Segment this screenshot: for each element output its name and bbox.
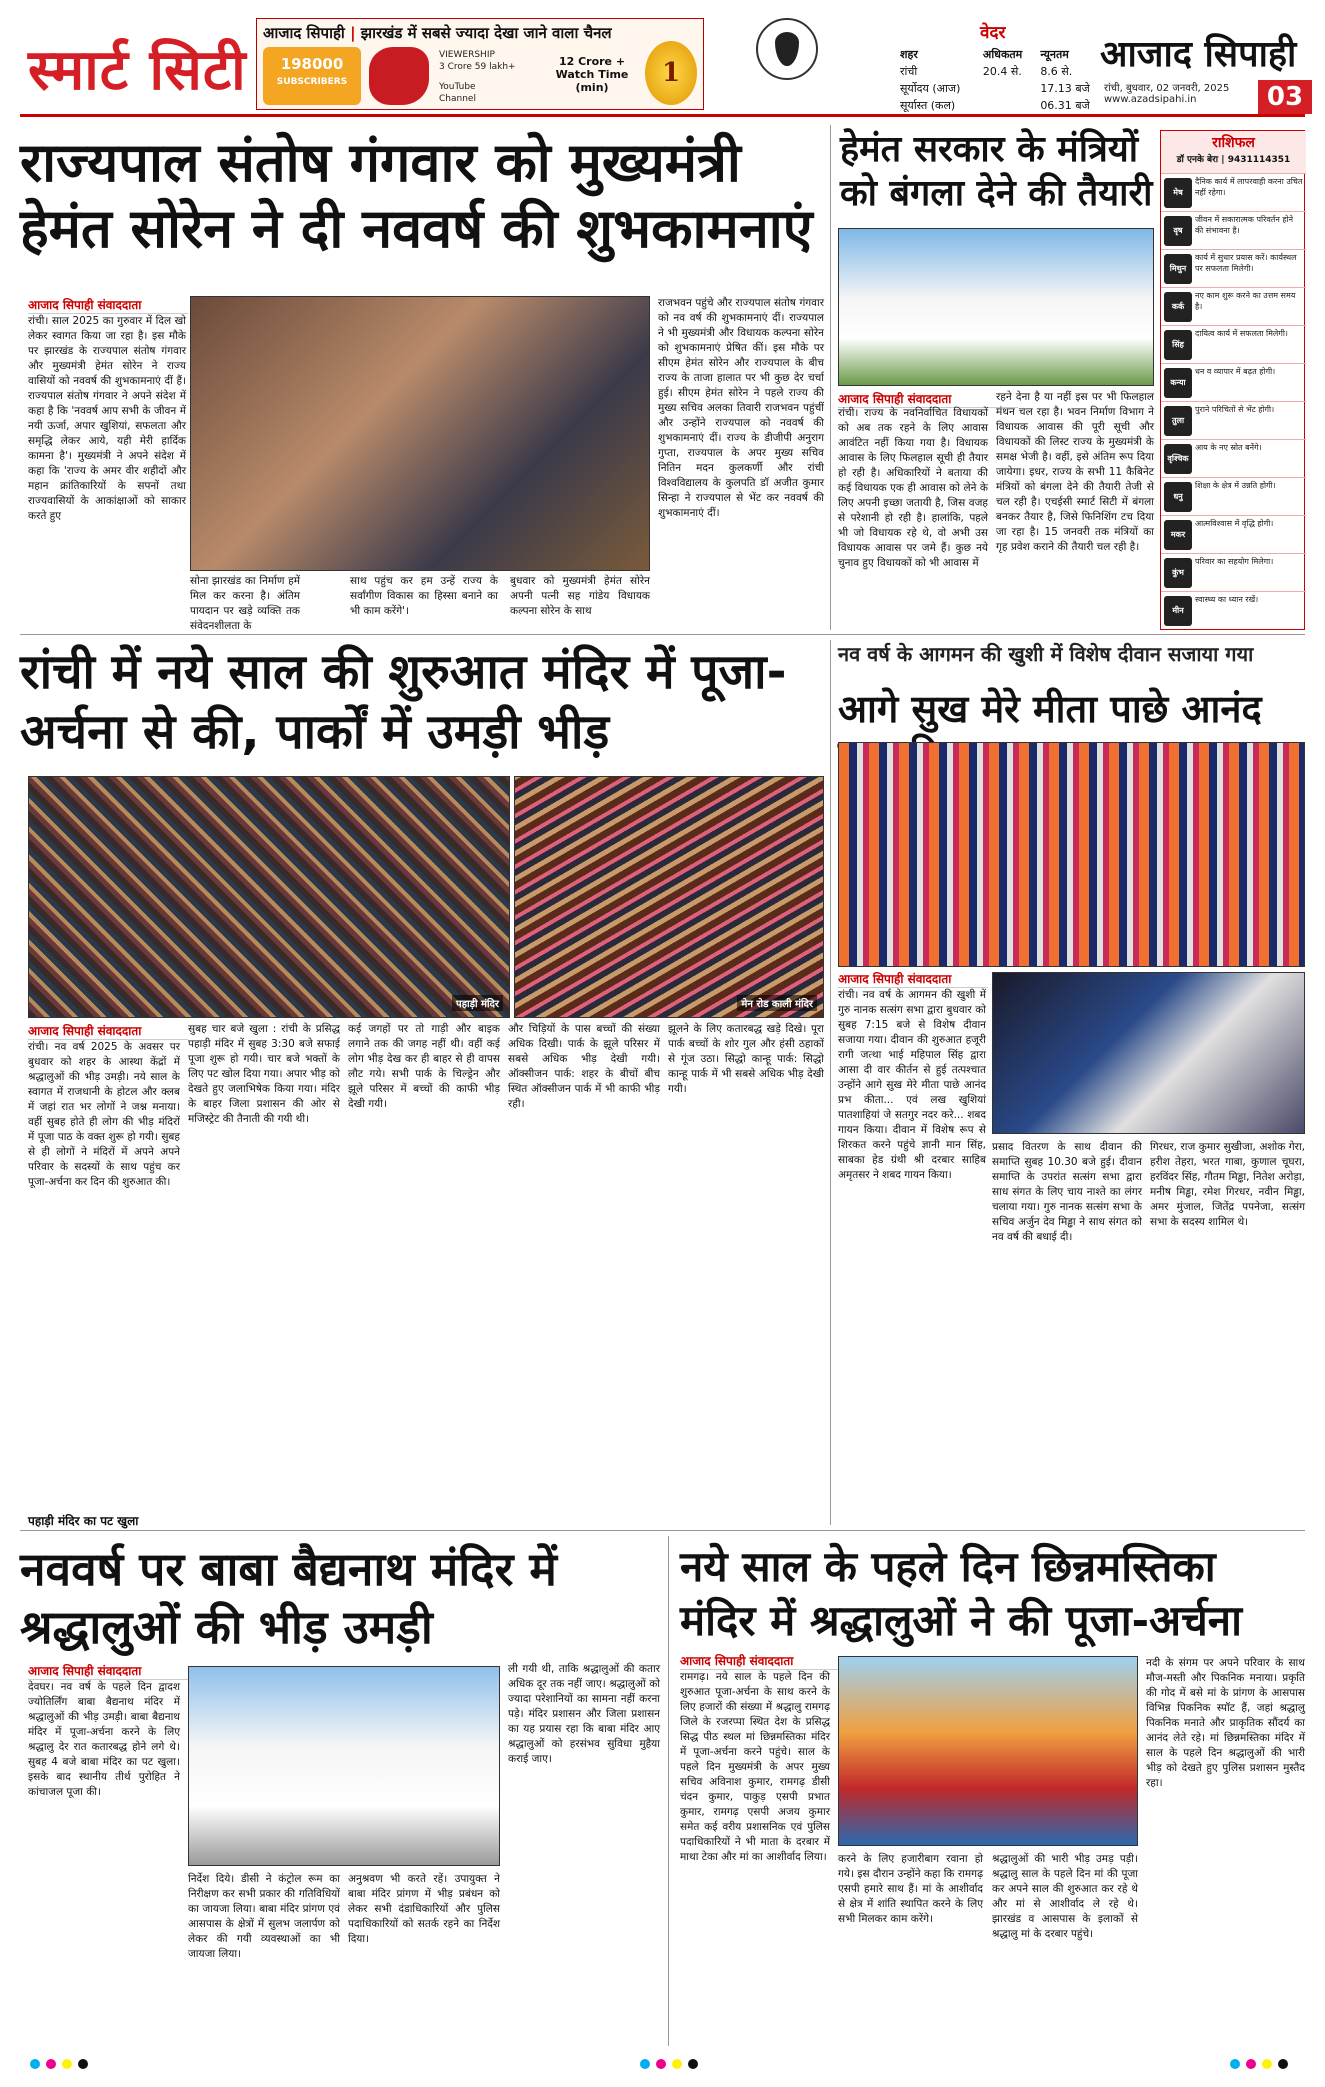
aries-icon: मेष: [1164, 178, 1192, 208]
story3-headline[interactable]: रांची में नये साल की शुरुआत मंदिर में पूजा-अर्चना से की, पार्कों में उमड़ी भीड़: [20, 644, 787, 760]
story2-headline[interactable]: हेमंत सरकार के मंत्रियों को बंगला देने की तैयारी: [840, 129, 1153, 214]
story4-credit: आजाद सिपाही संवाददाता: [838, 970, 988, 988]
horoscope-row: कर्क नए काम शुरू करने का उत्तम समय है।: [1161, 287, 1306, 326]
story5-credit: आजाद सिपाही संवाददाता: [28, 1662, 188, 1680]
story1-column-1: रांची। साल 2025 का गुरुवार में दिल खो लेकर स्वागत किया जा रहा है। इस मौके पर झारखंड के राज्यपाल संतोष गंगवार और मुख्यमंत्री हेमंत सोरेन ने राज्य वासियों को नववर्ष की शुभकामनाएं दीं हैं। राज्यपाल संतोष गंगवार ने अपने संदेश में कहा है कि 'नववर्ष आप सभी के जीवन में नयी ऊर्जा, अपार खुशियां, सफलता और समृद्धि लेकर आये, यही मेरी हार्दिक कामना है'। मुख्यमंत्री ने अपने संदेश में कहा कि 'राज्य के अमर वीर शहीदों और महान क्रांतिकारियों के सपनों तथा राज्यवासियों के आकांक्षाओं को साकार करते हुए: [28, 315, 186, 522]
chhinnamastika-temple-photo: [838, 1656, 1138, 1846]
horoscope-row: वृश्चिक आय के नए स्रोत बनेंगे।: [1161, 439, 1306, 478]
horoscope-title: राशिफल: [1212, 135, 1255, 151]
story1-credit: आजाद सिपाही संवाददाता: [28, 296, 188, 314]
column-divider: [830, 125, 831, 630]
gurdwara-diwan-photo: [838, 742, 1305, 967]
photo-label: पहाड़ी मंदिर: [452, 995, 503, 1011]
horoscope-row: धनु शिक्षा के क्षेत्र में उन्नति होगी।: [1161, 477, 1306, 516]
story3-column-5: झूलने के लिए कतारबद्ध खड़े दिखे। पूरा पार्क बच्चों के शोर गुल और हंसी ठहाकों से गूंज उठा। सिद्धो कान्हू पार्क: सिद्धो कान्हू पार्क में भी सबसे अधिक भीड़ देखी गयी।: [668, 1023, 824, 1095]
libra-icon: तुला: [1164, 406, 1192, 436]
story6-column-1: रामगढ़। नये साल के पहले दिन की शुरुआत पूजा-अर्चना के साथ करने के लिए हजारों की संख्या में श्रद्धालु रामगढ़ जिले के रजरप्पा स्थित देश के प्रसिद्ध सिद्ध पीठ स्थल मां छिन्नमस्तिका मंदिर में पूजा-अर्चना करने पहुंचे। साल के पहले दिन मुख्यमंत्री के अपर मुख्य सचिव अविनाश कुमार, रामगढ़ डीसी चंदन कुमार, पाकुड़ एसपी प्रभात कुमार, रामगढ़ एसपी अजय कुमार समेत कई वरीय प्रशासनिक एवं पुलिस पदाधिकारियों ने भी माता के दरबार में माथा टेका और मां का आशीर्वाद लिया।: [680, 1671, 830, 1863]
story5-column-4: ली गयी थी, ताकि श्रद्धालुओं की कतार अधिक दूर तक नहीं जाए। श्रद्धालुओं को ज्यादा परेशानियों का सामना नहीं करना पड़े। मंदिर प्रशासन और जिला प्रशासन का यह प्रयास रहा कि बाबा मंदिर आए श्रद्धालुओं को हरसंभव सुविधा मुहैया कराई जाए।: [508, 1663, 660, 1765]
weather-max: 20.4 से.: [982, 65, 1022, 78]
story3-column-2: सुबह चार बजे खुला : रांची के प्रसिद्ध पहाड़ी मंदिर में सुबह 3:30 बजे सफाई पूजा शुरू हो गयी। चार बजे भक्तों के लिए पट खोल दिया गया। अपार भीड़ को देखते हुए जलाभिषेक किया गया। मंदिर के बाहर जिला प्रशासन की ओर से मजिस्ट्रेट की तैनाती की गयी थी।: [188, 1023, 340, 1125]
horoscope-astrologer: डॉ एनके बेरा | 9431114351: [1176, 155, 1291, 165]
leo-icon: सिंह: [1164, 330, 1192, 360]
horoscope-row: कुंभ परिवार का सहयोग मिलेगा।: [1161, 553, 1306, 592]
story4-column-3: गिरधर, राज कुमार सुखीजा, अशोक गेरा, हरीश तेहरा, भरत गाबा, कुणाल चूघरा, हरविंदर सिंह, गौतम मिड्ढा, नितेश अरोड़ा, मनीष मिड्ढा, रमेश गिरधर, नवीन मिड्ढा, अमर मुंजाल, जितेंद्र पपनेजा, सत्संग सभा के सदस्य शामिल थे।: [1150, 1141, 1305, 1228]
story5-column-2: निर्देश दिये। डीसी ने कंट्रोल रूम का निरीक्षण कर सभी प्रकार की गतिविधियों का जायजा लिया। बाबा मंदिर प्रांगण एवं आसपास के क्षेत्रों में सुलभ जलार्पण को लेकर की गयी व्यवस्थाओं का भी जायजा लिया।: [188, 1873, 340, 1960]
weather-title: वेदर: [980, 23, 1006, 43]
weather-header-max: अधिकतम: [982, 48, 1023, 61]
story6-column-2: करने के लिए हजारीबाग रवाना हो गये। इस दौरान उन्होंने कहा कि रामगढ़ एसपी हमारे साथ हैं। मां के आशीर्वाद से क्षेत्र में शांति स्थापित करने के लिए सभी मिलकर काम करेंगे।: [838, 1853, 983, 1925]
cancer-icon: कर्क: [1164, 292, 1192, 322]
story2-credit: आजाद सिपाही संवाददाता: [838, 390, 1018, 408]
photo-label: मेन रोड काली मंदिर: [737, 995, 817, 1011]
story5-column-1: देवघर। नव वर्ष के पहले दिन द्वादश ज्योतिर्लिंग बाबा बैद्यनाथ मंदिर में श्रद्धालुओं की भीड़ उमड़ी। बाबा बैद्यनाथ मंदिर में पूजा-अर्चना करने के लिए श्रद्धालु देर रात कतारबद्ध होने लगे थे। सुबह 4 बजे बाबा मंदिर का पट खुला। इसके बाद स्थानीय तीर्थ पुरोहित ने कांचाजल पूजा की।: [28, 1681, 180, 1798]
kirtan-singers-photo: [992, 972, 1305, 1134]
weather-table: [896, 46, 1106, 114]
column-divider: [668, 1536, 669, 2046]
story3-column-4: और चिड़ियों के पास बच्चों की संख्या अधिक दिखी। पार्क के झूले परिसर में सबसे अधिक भीड़ देखी गयी। ऑक्सीजन पार्क: शहर के बीचों बीच स्थित ऑक्सीजन पार्क में भी काफी भीड़ रही।: [508, 1023, 660, 1110]
pen-nib-logo-icon: [756, 18, 818, 80]
story1-headline[interactable]: राज्यपाल संतोष गंगवार को मुख्यमंत्री हेमंत सोरेन ने दी नववर्ष की शुभकामनाएं: [20, 131, 813, 260]
story6-column-3: श्रद्धालुओं की भारी भीड़ उमड़ पड़ी। श्रद्धालु साल के पहले दिन मां की पूजा कर अपने साल की शुरुआत कर रहे थे और मां से आशीर्वाद ले रहे थे। झारखंड व आसपास के इलाकों से श्रद्धालु मां के दरबार पहुंचे।: [992, 1853, 1138, 1940]
horoscope-row: मीन स्वास्थ्य का ध्यान रखें।: [1161, 591, 1306, 630]
section-brand: स्मार्ट सिटी: [28, 38, 247, 103]
governor-cm-photo: [190, 296, 650, 571]
weather-header-city: शहर: [900, 48, 918, 61]
story6-headline[interactable]: नये साल के पहले दिन छिन्नमस्तिका मंदिर में श्रद्धालुओं ने की पूजा-अर्चना: [680, 1542, 1242, 1645]
story2-column-2: रहने देना है या नहीं इस पर भी फिलहाल मंथन चल रहा है। भवन निर्माण विभाग ने विधायक आवास की पूरी सूची और विधायकों की लिस्ट राज्य के मुख्यमंत्री के समक्ष भेजी है। वहीं, इसे अंतिम रूप दिया जायेगा। इधर, राज्य के सभी 11 कैबिनेट मंत्रियों को बंगला देने की तैयारी तेजी से चल रही है। एचईसी स्मार्ट सिटी में बंगला बनकर तैयार है, जिसे फिनिशिंग टच दिया जा रहा है। 15 जनवरी तक मंत्रियों का गृह प्रवेश कराने की तैयारी चल रही है।: [996, 391, 1154, 553]
print-registration-marks: [20, 2055, 1305, 2073]
story1-column-3: साथ पहुंच कर हम उन्हें राज्य के सर्वांगीण विकास का हिस्सा बनाने का भी काम करेंगे'।: [350, 575, 498, 617]
weather-header-min: न्यूनतम: [1040, 48, 1069, 61]
weather-sunrise: 17.13 बजे: [1040, 82, 1090, 95]
scorpio-icon: वृश्चिक: [1164, 444, 1192, 474]
sagittarius-icon: धनु: [1164, 482, 1192, 512]
story5-column-3: अनुश्रवण भी करते रहें। उपायुक्त ने बाबा मंदिर प्रांगण में भीड़ प्रबंधन को लेकर सभी दंडाधिकारियों और पुलिस पदाधिकारियों को सतर्क रहने का निर्देश दिया।: [348, 1873, 500, 1945]
story6-credit: आजाद सिपाही संवाददाता: [680, 1652, 840, 1670]
story3-column-1: रांची। नव वर्ष 2025 के अवसर पर बुधवार को शहर के आस्था केंद्रों में श्रद्धालुओं की भीड़ उमड़ी। नये साल के स्वागत में राजधानी के होटल और क्लब में जहां रात भर लोगों ने जश्न मनाया। वहीं सुबह होते ही लोग की भीड़ मंदिरों में पूजा पाठ के वक्त शुरू हो गयी। सुबह से ही लोगों ने मंदिरों में अपने अपने परिवार के सदस्यों के साथ पहुंच कर पूजा-अर्चना कर दिन की शुरुआत की।: [28, 1041, 180, 1188]
ad-youtube: YouTube Channel: [439, 82, 476, 104]
story6-column-4: नदी के संगम पर अपने परिवार के साथ मौज-मस्ती और पिकनिक मनाया। प्रकृति की गोद में बसे मां के प्रांगण के आसपास विभिन्न पिकनिक स्पॉट हैं, जहां श्रद्धालु पिकनिक मनाते और प्राकृतिक सौंदर्य का आनंद लेते रहे। मां छिन्नमस्तिका मंदिर में साल के पहले दिन श्रद्धालुओं की भारी भीड़ को देखते हुए पुलिस प्रशासन मुस्तैद रहा।: [1146, 1657, 1305, 1789]
story4-subheadline: नव वर्ष के आगमन की खुशी में विशेष दीवान सजाया गया: [838, 642, 1254, 666]
horoscope-row: वृष जीवन में सकारात्मक परिवर्तन होने की संभावना है।: [1161, 211, 1306, 250]
weather-sunrise-label: सूर्योदय (आज): [900, 82, 961, 95]
story1-column-4: बुधवार को मुख्यमंत्री हेमंत सोरेन अपनी पत्नी सह गांडेय विधायक कल्पना सोरेन के साथ: [510, 575, 650, 617]
jharkhand-map-icon: [369, 47, 429, 105]
story4-column-2: प्रसाद वितरण के साथ दीवान की समाप्ति सुबह 10.30 बजे हुई। दीवान समाप्ति के उपरांत सत्संग सभा द्वारा साध संगत के लिए चाय नाश्ते का लंगर चलाया गया। गुरु नानक सत्संग सभा के सचिव अर्जुन देव मिड्ढा ने साध संगत को नव वर्ष की बधाई दी।: [992, 1141, 1142, 1243]
issue-meta: रांची, बुधवार, 02 जनवरी, 2025 www.azadsipahi.in: [1104, 80, 1274, 105]
gemini-icon: मिथुन: [1164, 254, 1192, 284]
story4-column-1: रांची। नव वर्ष के आगमन की खुशी में गुरु नानक सत्संग सभा द्वारा बुधवार को सुबह 7:15 बजे से विशेष दीवान सजाया गया। दीवान की शुरुआत हजूरी रागी जत्था भाई महिपाल सिंह द्वारा आसा दी वार कीर्तन से हुई तत्पश्चात उन्होंने आगे सुख मेरे मीता पाछे आनंद प्रभ कीता... एवं लख खुशियां पातशाहियां जे सतगुर नदर करे... शबद गायन किया। दीवान में विशेष रूप से शिरकत करने पहुंचे ज्ञानी मान सिंह, साबका हेड ग्रंथी श्री दरबार साहिब अमृतसर ने शबद गायन किया।: [838, 989, 986, 1181]
weather-sunset: 06.31 बजे: [1040, 99, 1090, 112]
horoscope-row: मिथुन कार्य में सुधार प्रयास करें। कार्यस्थल पर सफलता मिलेगी।: [1161, 249, 1306, 288]
section-divider: [20, 1530, 1305, 1531]
number-one-badge-icon: 1: [645, 41, 697, 105]
horoscope-row: सिंह दायित्व कार्य में सफलता मिलेगी।: [1161, 325, 1306, 364]
story3-credit: आजाद सिपाही संवाददाता: [28, 1022, 188, 1040]
column-divider: [830, 640, 831, 1525]
newspaper-name: आजाद सिपाही: [1100, 34, 1297, 75]
section-divider: [20, 634, 1305, 635]
story4-headline[interactable]: आगे सुख मेरे मीता पाछे आनंद: [838, 687, 1262, 731]
virgo-icon: कन्या: [1164, 368, 1192, 398]
story2-column-1: रांची। राज्य के नवनिर्वाचित विधायकों को अब तक रहने के लिए आवास आवंटित नहीं किया गया है। विधायक आवास के लिए फिलहाल सूची ही तैयार हो रही है। अधिकारियों ने बताया की कई विधायक एक ही आवास को लेने के लिए अपनी इच्छा जतायी है, जिस वजह से परेशानी हो रही है। हालांकि, पहले भी जो विधायक रहे थे, वो अभी उस विधायक आवास पर जमे हैं। कुछ नये चुनाव हुए विधायकों को भी आवास में: [838, 407, 988, 569]
story5-headline[interactable]: नववर्ष पर बाबा बैद्यनाथ मंदिर में श्रद्धालुओं की भीड़ उमड़ी: [20, 1542, 557, 1654]
story3-subhead: पहाड़ी मंदिर का पट खुला: [28, 1514, 139, 1528]
story3-column-3: कई जगहों पर तो गाड़ी और बाइक लगाने तक की जगह नहीं थी। वहीं कई लोग भीड़ देख कर ही बाहर से ही वापस लौट गये। सभी पार्क के चिल्ड्रेन और झूले परिसर में बच्चों की काफी भीड़ देखी गयी।: [348, 1023, 500, 1110]
weather-sunset-label: सूर्यास्त (कल): [900, 99, 956, 112]
horoscope-row: तुला पुराने परिचितों से भेंट होगी।: [1161, 401, 1306, 440]
kali-mandir-crowd-photo: [514, 776, 824, 1018]
story1-column-2: सोना झारखंड का निर्माण हमें मिल कर करना है। अंतिम पायदान पर खड़े व्यक्ति तक संवेदनशीलता के: [190, 575, 300, 632]
taurus-icon: वृष: [1164, 216, 1192, 246]
baidyanath-temple-photo: [188, 1666, 500, 1866]
weather-min: 8.6 से.: [1040, 65, 1073, 78]
ministers-bungalow-photo: [838, 228, 1154, 386]
ad-headline: आजाद सिपाही | झारखंड में सबसे ज्यादा देखा जाने वाला चैनल: [263, 24, 612, 42]
weather-box: [896, 20, 1106, 112]
horoscope-row: कन्या धन व व्यापार में बढ़त होगी।: [1161, 363, 1306, 402]
masthead-rule: [20, 114, 1305, 117]
subscriber-badge: 198000 SUBSCRIBERS: [263, 47, 361, 105]
horoscope-box: [1160, 130, 1305, 630]
website-link[interactable]: www.azadsipahi.in: [1104, 94, 1197, 105]
pisces-icon: मीन: [1164, 596, 1192, 626]
story1-column-5: राजभवन पहुंचे और राज्यपाल संतोष गंगवार को नव वर्ष की शुभकामनाएं दीं। राज्यपाल ने भी मुख्यमंत्री और विधायक कल्पना सोरेन को शुभकामनाएं प्रेषित कीं। इस मौके पर सीएम हेमंत सोरेन और राज्यपाल के बीच राज्य के ताजा हालात पर भी कुछ देर चर्चा हुई। सीएम हेमंत सोरेन ने पहले राज्य की मुख्य सचिव अलका तिवारी राजभवन पहुंचीं और उन्होंने राज्यपाल को नववर्ष की शुभकामनाएं दीं। राज्य के डीजीपी अनुराग गुप्ता, राज्यपाल के अपर मुख्य सचिव नितिन मदन कुलकर्णी और रांची विश्वविद्यालय के कुलपति डॉ अजीत कुमार सिन्हा ने राज्यपाल से भेंट कर नववर्ष की शुभकामनाएं दीं।: [658, 297, 824, 519]
horoscope-row: मकर आत्मविश्वास में वृद्धि होगी।: [1161, 515, 1306, 554]
capricorn-icon: मकर: [1164, 520, 1192, 550]
ad-watch-time: 12 Crore + Watch Time (min): [555, 55, 629, 94]
ad-viewership: VIEWERSHIP 3 Crore 59 lakh+: [439, 50, 516, 72]
channel-advertisement[interactable]: [256, 18, 704, 110]
aquarius-icon: कुंभ: [1164, 558, 1192, 588]
weather-city: रांची: [900, 65, 918, 78]
horoscope-row: मेष दैनिक कार्य में लापरवाही करना उचित नहीं रहेगा।: [1161, 173, 1306, 212]
page-number: 03: [1258, 80, 1312, 114]
pahari-mandir-crowd-photo: [28, 776, 510, 1018]
